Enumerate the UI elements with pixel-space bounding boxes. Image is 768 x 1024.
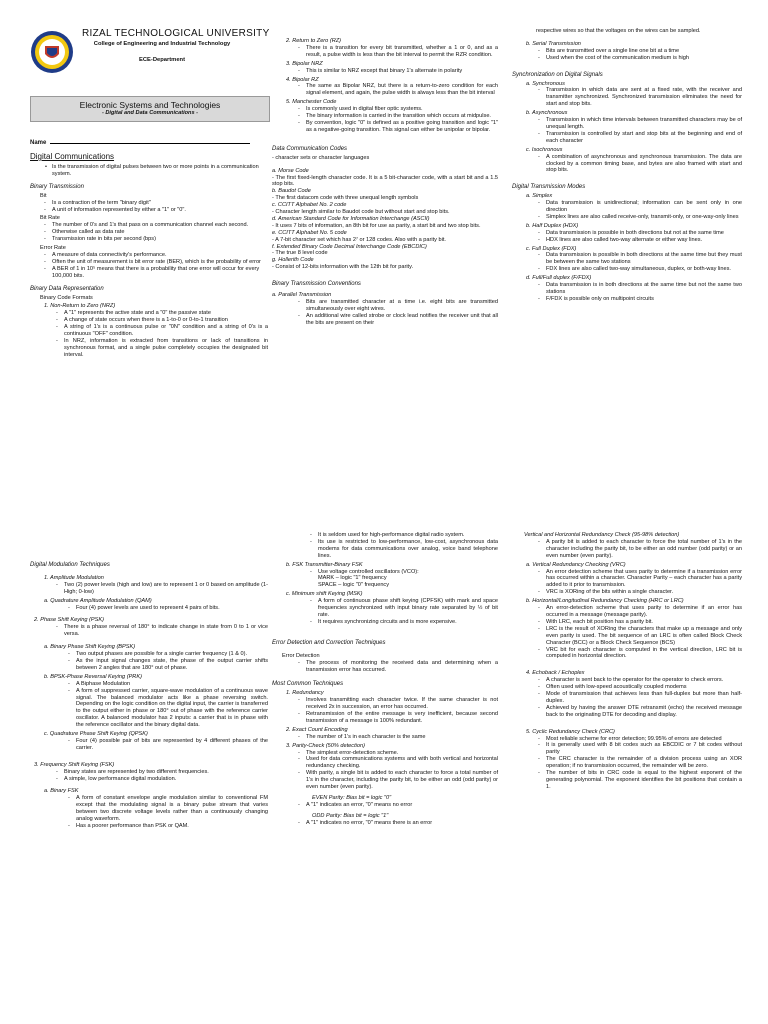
list-item: - Involves transmitting each character twice. If the same character is not received 2x in succession, an error has occurred. <box>296 697 498 711</box>
list-item: - Most reliable scheme for error detection; 99.95% of errors are detected <box>536 736 742 743</box>
msk-title: c. Minimum shift Keying (MSK) <box>286 591 363 598</box>
error-detection-label: Error Detection <box>282 652 320 659</box>
list-item: - It is generally used with 8 bit codes such as EBCDIC or 7 bit codes without parity <box>536 742 742 756</box>
qpsk-title: c. Quadrature Phase Shift Keying (QPSK) <box>44 731 148 738</box>
list-item: - Often the unit of measurement is bit error rate (BER), which is the probability of error <box>42 259 268 266</box>
code-title: c. CCITT Alphabet No. 2 code <box>272 202 347 209</box>
list-item: - An additional wire called strobe or clock lead notifies the receiver unit that all the bits are present on their <box>296 313 498 327</box>
digital-comm-title: Digital Communications <box>30 152 115 161</box>
list-item: - The number of 0's and 1's that pass on a communication channel each second. <box>42 222 268 229</box>
bitrate-label: Bit Rate <box>40 215 60 222</box>
list-item: - The process of monitoring the received data and determining when a transmission error has occurred. <box>296 660 498 674</box>
list-item: - By convention, logic "0" is defined as a positive going transition and logic "1" as a negative-going transition. This signal can either be unipolar or bipolar. <box>296 120 498 134</box>
bfsk-title: a. Binary FSK <box>44 788 79 795</box>
list-item: - A "1" indicates no error, "0" means there is an error <box>296 820 498 827</box>
nrz-list <box>54 310 268 358</box>
edc-heading: Error Detection and Correction Techniques <box>272 639 386 646</box>
code-title: f. Extended Binary Code Decimal Interchange Code (EBCDIC) <box>272 243 427 250</box>
list-item: - In NRZ, information is extracted from transitions or lack of transitions in synchronous format, and a single pulse completely occupies the designated bit interval. <box>54 338 268 359</box>
department-name: ECE-Department <box>138 57 186 63</box>
column-3 <box>512 28 742 303</box>
list-item: - A measure of data connectivity's performance. <box>42 252 268 259</box>
bnrz-title: 3. Bipolar NRZ <box>286 60 323 67</box>
errorrate-list <box>42 252 268 280</box>
ffdx-title: d. Full/Full duplex (F/FDX) <box>526 275 592 282</box>
list-item: - A character is sent back to the operator for the operator to check errors. <box>536 677 742 684</box>
redundancy-title: 1. Redundancy <box>286 690 324 697</box>
list-item: - With parity, a single bit is added to each character to force a total number of 1's in the character, including the parity bit, to be either an odd (odd parity) or even number (even parity). <box>296 770 498 791</box>
list-item: - Transmission is controlled by start and stop bits at the beginning and end of each character <box>536 131 742 145</box>
hrc-title: b. Horizontal/Longitudinal Redundancy Checking (HRC or LRC) <box>526 598 684 605</box>
even-parity: EVEN Parity: Bias bit = logic "0" <box>312 795 392 801</box>
list-item: - VRC bit for each character is computed in the vertical direction, LRC bit is computed in horizontal direction. <box>536 647 742 661</box>
list-item: - A unit of information represented by either a "1" or "0". <box>42 207 268 214</box>
list-item: - Two (2) power levels (high and low) are to represent 1 or 0 based on amplitude (1-High; 0-low) <box>54 582 268 596</box>
code-title: g. Hollerith Code <box>272 257 314 264</box>
list-item: - The binary information is carried in the transition which occurs at midpulse. <box>296 113 498 120</box>
list-item: - A parity bit is added to each character to force the total number of 1's in the character including the parity bit, to be either an odd number (odd parity) or an even number (even parity). <box>536 539 742 560</box>
university-name: RIZAL TECHNOLOGICAL UNIVERSITY <box>82 28 270 39</box>
university-logo <box>30 30 74 74</box>
college-name: College of Engineering and Industrial Technology <box>93 41 231 47</box>
vrc-title: a. Vertical Redundancy Checking (VRC) <box>526 561 626 568</box>
isochronous-title: c. Isochronous <box>526 146 563 153</box>
digital-comm-definition: • Is the transmission of digital pulses between two or more points in a communication system. <box>42 164 268 178</box>
parity-title: 3. Parity-Check (50% detection) <box>286 742 365 749</box>
code-title: e. CCITT Alphabet No. 5 code <box>272 229 347 236</box>
list-item: - HDX lines are also called two-way alternate or either way lines. <box>536 237 742 244</box>
course-title: Electronic Systems and Technologies <box>79 100 221 110</box>
list-item: - An error detection scheme that uses parity to determine if a transmission error has occurred within a character. Character Parity – each character has a parity added to it prior to transmission. <box>536 569 742 590</box>
list-item: - A "1" indicates an error, "0" means no error <box>296 802 498 809</box>
list-item: - Used when the cost of the communication medium is high <box>536 55 742 62</box>
list-item: - As the input signal changes state, the phase of the output carrier shifts between 2 angles that are 180° out of phase. <box>66 658 268 672</box>
bit-label: Bit <box>40 192 47 199</box>
list-item: - Transmission in which data are sent at a fixed rate, with the receiver and transmitter synchronized. Synchronized transmission eliminates the need for start and stop bits. <box>536 87 742 108</box>
list-item: - There is a phase reversal of 180° to indicate change in state from 0 to 1 or vice versa. <box>54 624 268 638</box>
name-underline[interactable] <box>50 138 250 144</box>
sync-heading: Synchronization on Digital Signals <box>512 71 603 78</box>
code-title: d. American Standard Code for Information Interchange (ASCII) <box>272 215 430 222</box>
list-item: - Mode of transmission that achieves less than full-duplex but more than half-duplex. <box>536 691 742 705</box>
code-desc: - The true 8 level code <box>272 250 328 257</box>
code-desc: - Consist of 12-bits information with the 12th bit for parity. <box>272 264 414 271</box>
list-item: - The same as Bipolar NRZ, but there is a return-to-zero condition for each signal element, and again, the pulse width is always less than the bit interval <box>296 83 498 97</box>
code-desc: - The first fixed-length character code. It is a 5 bit-character code, with a start bit and a 1.5 stop bits. <box>272 174 498 188</box>
list-item: - A string of 1's is a continuous pulse or "0N" condition and a string of 0's is a continuous "OFF" condition. <box>54 324 268 338</box>
list-item: - With LRC, each bit position has a parity bit. <box>536 619 742 626</box>
fdx-title: c. Full Duplex (FDX) <box>526 245 577 252</box>
name-field <box>30 138 250 146</box>
list-item: - This is similar to NRZ except that binary 1's alternate in polarity <box>296 68 498 75</box>
psk-title: 2. Phase Shift Keying (PSK) <box>34 617 104 624</box>
list-item: - Simplex lines are also called receive-only, transmit-only, or one-way-only lines <box>536 214 742 221</box>
page-header <box>30 26 270 78</box>
modulation-heading: Digital Modulation Techniques <box>30 562 110 568</box>
btc-heading: Binary Transmission Conventions <box>272 281 361 288</box>
list-item: - Transmission rate in bits per second (bps) <box>42 236 268 243</box>
name-label: Name <box>30 140 47 146</box>
mct-heading: Most Common Techniques <box>272 681 344 688</box>
codes-list <box>272 168 498 272</box>
list-item: - It is seldom used for high-performance digital radio system. <box>308 532 498 539</box>
errorrate-label: Error Rate <box>40 245 66 252</box>
qam-title: a. Quadrature Amplitude Modulation (QAM) <box>44 597 152 604</box>
parallel-title: a. Parallel Transmission <box>272 292 332 299</box>
list-item: - Transmission in which time intervals between transmitted characters may be of unequal length. <box>536 117 742 131</box>
fsk-title: 3. Frequency Shift Keying (FSK) <box>34 761 115 768</box>
list-item: - Data transmission is in both directions at the same time but not the same two stations <box>536 282 742 296</box>
list-item: - A Biphase Modulation <box>66 681 268 688</box>
column-1 <box>30 164 268 359</box>
code-desc: - It uses 7 bits of information, an 8th bit for use as parity, a start bit and two stop bits. <box>272 222 481 229</box>
code-title: b. Baudot Code <box>272 188 311 195</box>
modes-heading: Digital Transmission Modes <box>512 184 586 191</box>
list-item: - Often used with low-speed acoustically coupled modems <box>536 684 742 691</box>
am-title: 1. Amplitude Modulation <box>44 574 104 581</box>
serial-title: b. Serial Transmission <box>526 40 581 47</box>
space-line: SPACE – logic "0" frequency <box>318 582 390 589</box>
column-4 <box>30 556 268 830</box>
crc-title: 5. Cyclic Redundancy Check (CRC) <box>526 728 615 735</box>
hdx-title: b. Half Duplex (HDX) <box>526 222 579 229</box>
list-item: - F/FDX is possible only on multipoint circuits <box>536 296 742 303</box>
list-item: - Is commonly used in digital fiber optic systems. <box>296 106 498 113</box>
mark-line: MARK – logic "1" frequency <box>318 575 387 582</box>
odd-parity: ODD Parity: Bias bit = logic "1" <box>312 812 389 819</box>
list-item: - Achieved by having the answer DTE retransmit (echo) the received message back to the originating DTE for decoding and display. <box>536 705 742 719</box>
column-2 <box>272 36 498 327</box>
list-item: - Binary states are represented by two different frequencies. <box>54 769 268 776</box>
code-desc: - Character length similar to Baudot code but without start and stop bits. <box>272 209 450 216</box>
list-item: - Use voltage controlled oscillators (VCO): <box>308 569 498 576</box>
course-subtitle: - Digital and Data Communications - <box>101 110 199 116</box>
bdr-sub: Binary Code Formats <box>40 294 93 301</box>
list-item: - Data transmission is possible in both directions but not at the same time <box>536 230 742 237</box>
list-item: - Data transmission is possible in both directions at the same time but they must be between the same two stations <box>536 252 742 266</box>
parallel-continuation: respective wires so that the voltages on the wires can be sampled. <box>536 28 701 34</box>
list-item: - A "1" represents the active state and a "0" the passive state <box>54 310 268 317</box>
list-item: - Four (4) possible pair of bits are represented by 4 different phases of the carrier. <box>66 738 268 752</box>
bpsk-title: a. Binary Phase Shift Keying (BPSK) <box>44 644 136 651</box>
column-5 <box>272 532 498 827</box>
list-item: - A form of suppressed carrier, square-wave modulation of a continuous wave signal. The balanced modulator acts like a phase reversing switch. Depending on the logic condition on the digital input, the carrier is transferred to the output either in phase or 180° out of phase with the reference carrier oscillator. A balanced modulator has 2 inputs: a carrier that is in phase with the reference oscillator and the binary digital data. <box>66 688 268 729</box>
list-item: - The CRC character is the remainder of a division process using an XOR operation; if no transmission occurred, the remainder will be zero. <box>536 756 742 770</box>
vhr-title: Vertical and Horizontal Redundancy Check (95-98% detection) <box>524 532 680 538</box>
dcc-sub: - character sets or character languages <box>272 154 370 161</box>
list-item: - Four (4) power levels are used to represent 4 pairs of bits. <box>66 605 268 612</box>
synchronous-title: a. Synchronous <box>526 80 565 87</box>
list-item: - Used for data communications systems and with both vertical and horizontal redundancy checking. <box>296 756 498 770</box>
binary-heading: Binary Transmission <box>30 183 84 190</box>
brz-title: 4. Bipolar RZ <box>286 76 319 83</box>
simplex-title: a. Simplex <box>526 193 553 200</box>
list-item: - A change of state occurs when there is a 1-to-0 or 0-to-1 transition <box>54 317 268 324</box>
asynchronous-title: b. Asynchronous <box>526 110 568 117</box>
list-item: - Retransmission of the entire message is very inefficient, because second transmission of a message is 100% redundant. <box>296 711 498 725</box>
list-item: - The simplest error-detection scheme. <box>296 750 498 757</box>
column-6 <box>512 532 742 791</box>
list-item: - VRC is XORing of the bits within a single character. <box>536 589 742 596</box>
code-desc: - The first datacom code with three unequal length symbols <box>272 195 419 202</box>
list-item: - Has a poorer performance than PSK or QAM. <box>66 823 268 830</box>
list-item: - There is a transition for every bit transmitted, whether a 1 or 0, and as a result, a pulse width is less than the bit interval to permit the RZR condition. <box>296 45 498 59</box>
nrz-title: 1. Non-Return to Zero (NRZ) <box>44 303 116 310</box>
list-item: - LRC is the result of XORing the characters that make up a message and only even parity is used. The bit sequence of an LRC is often called Block Check Character (BCC) or a Block Check Sequence (BCS) <box>536 626 742 647</box>
dcc-heading: Data Communication Codes <box>272 145 348 152</box>
list-item: - A combination of asynchronous and synchronous transmission. The data are clocked by a common timing base, and bytes are also framed with start and stop bits. <box>536 154 742 175</box>
bprk-title: b. BPSK-Phase Reversal Keying (PRK) <box>44 673 142 680</box>
list-item: - Is a contraction of the term "binary digit" <box>42 200 268 207</box>
list-item: - Bits are transmitted over a single line one bit at a time <box>536 48 742 55</box>
list-item: - The number of bits in CRC code is equal to the highest exponent of the generating polynomial. The exponent identifies the bit positions that contain a 1. <box>536 770 742 791</box>
manchester-title: 5. Manchester Code <box>286 99 337 106</box>
list-item: - Bits are transmitted character at a time i.e. eight bits are transmitted simultaneously over eight wires. <box>296 299 498 313</box>
course-banner <box>30 96 270 122</box>
list-item: - Two output phases are possible for a single carrier frequency (1 & 0). <box>66 651 268 658</box>
list-item: - A BER of 1 in 10⁵ means that there is a probability that one error will occur for every 100,000 bits. <box>42 266 268 280</box>
list-item: - An error-detection scheme that uses parity to determine if an error has occurred in a message (message parity). <box>536 605 742 619</box>
list-item: - A form of constant envelope angle modulation similar to conventional FM except that the modulating signal is a binary pulse stream that varies between two discrete voltage levels rather than a continuously changing analog waveform. <box>66 795 268 823</box>
bitrate-list <box>42 222 268 243</box>
bdr-heading: Binary Data Representation <box>30 285 104 292</box>
list-item: - FDX lines are also called two-way simultaneous, duplex, or both-way lines. <box>536 266 742 273</box>
list-item: - The number of 1's in each character is the same <box>296 734 498 741</box>
code-title: a. Morse Code <box>272 167 309 174</box>
list-item: - A form of continuous phase shift keying (CPFSK) with mark and space frequencies synchronized with input binary rate separated by ½ of bit rate. <box>308 598 498 619</box>
echo-title: 4. Echoback / Echoplex <box>526 670 585 677</box>
list-item: - Otherwise called as data rate <box>42 229 268 236</box>
list-item: - Its use is restricted to low-performance, low-cost, asynchronous data modems for data communications over analog, voice band telephone lines. <box>308 539 498 560</box>
code-desc: - A 7-bit character set which has 2⁷ or 128 codes. Also with a parity bit. <box>272 236 446 243</box>
ecc-title: 2. Exact Count Encoding <box>286 726 348 733</box>
list-item: - It requires synchronizing circuits and is more expensive. <box>308 619 498 626</box>
fsk-tx-title: b. FSK Transmitter-Binary FSK <box>286 561 363 568</box>
list-item: - Data transmission is unidirectional; information can be sent only in one direction <box>536 200 742 214</box>
bit-list <box>42 200 268 214</box>
rz-title: 2. Return to Zero (RZ) <box>286 38 342 44</box>
list-item: - A simple, low performance digital modulation. <box>54 776 268 783</box>
